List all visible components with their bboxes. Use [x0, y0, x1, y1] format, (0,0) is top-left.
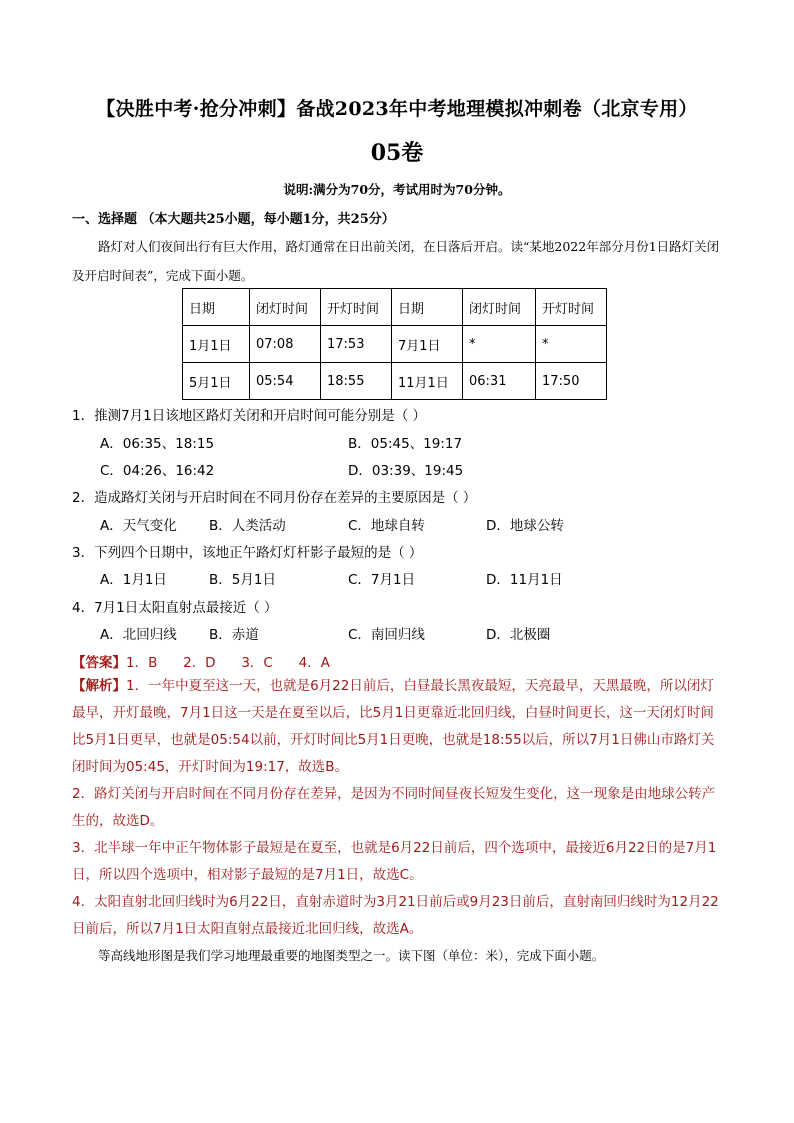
answer-option[interactable]: B．5月1日: [209, 572, 276, 588]
table-cell: *: [463, 326, 536, 363]
question-stem: 1．推测7月1日该地区路灯关闭和开启时间可能分别是（ ）: [72, 408, 427, 424]
answer-option[interactable]: C．04:26、16:42: [100, 463, 215, 479]
answer-tag: 【答案】: [72, 655, 126, 671]
table-cell: 1月1日: [183, 326, 250, 363]
analysis-text: 1．一年中夏至这一天，也就是6月22日前后，白昼最长黑夜最短，天亮最早，天黑最晚，所以闭灯最早，开灯最晚，7月1日这一天是在夏至以后，比5月1日更靠近北回归线，白昼时间更长，这一天闭灯时间比5月1日更早，也就是05:54以前，开灯时间比5月1日更晚，也就是18:55以后，所以7月1日佛山市路灯关闭时间为05:45，开灯时间为19:17，故选B。: [72, 678, 715, 775]
question-stem: 3．下列四个日期中，该地正午路灯灯杆影子最短的是（ ）: [72, 545, 423, 561]
table-cell: 17:50: [536, 363, 607, 400]
answer-option[interactable]: C．地球自转: [348, 518, 425, 534]
streetlight-time-table: [182, 288, 607, 400]
answer-option[interactable]: A．天气变化: [100, 518, 177, 534]
analysis-paragraph-3: 3．北半球一年中正午物体影子最短是在夏至，也就是6月22日前后，四个选项中，最接近6月22日的是7月1日，所以四个选项中，相对影子最短的是7月1日，故选C。: [72, 840, 717, 883]
table-cell: 17:53: [321, 326, 392, 363]
table-cell: 06:31: [463, 363, 536, 400]
exam-note: 说明:满分为70分，考试用时为70分钟。: [283, 182, 511, 197]
answer-option[interactable]: D．11月1日: [486, 572, 563, 588]
section-heading: 一、选择题 （本大题共25小题，每小题1分，共25分）: [72, 212, 395, 227]
answer-option[interactable]: C．7月1日: [348, 572, 416, 588]
answer-option[interactable]: B．赤道: [209, 627, 259, 643]
analysis-paragraph-4: 4．太阳直射北回归线时为6月22日，直射赤道时为3月21日前后或9月23日前后，直射南回归线时为12月22日前后，所以7月1日太阳直射点最接近北回归线，故选A。: [72, 894, 719, 937]
table-cell: 7月1日: [392, 326, 463, 363]
table-row: [183, 326, 607, 363]
analysis-paragraph-2: 2．路灯关闭与开启时间在不同月份存在差异，是因为不同时间昼夜长短发生变化，这一现象是由地球公转产生的，故选D。: [72, 786, 716, 829]
question-intro: 路灯对人们夜间出行有巨大作用，路灯通常在日出前关闭，在日落后开启。读“某地2022年部分月份1日路灯关闭及开启时间表”，完成下面小题。: [72, 239, 720, 283]
analysis-tag: 【解析】: [72, 678, 126, 694]
answer-option[interactable]: B．人类活动: [209, 518, 286, 534]
table-cell: *: [536, 326, 607, 363]
table-row: [183, 363, 607, 400]
table-header-cell: 开灯时间: [321, 289, 392, 326]
table-header-cell: 日期: [392, 289, 463, 326]
answer-option[interactable]: A．北回归线: [100, 627, 177, 643]
page-title: 【决胜中考·抢分冲刺】备战2023年中考地理模拟冲刺卷（北京专用）: [96, 98, 698, 120]
question-stem: 2．造成路灯关闭与开启时间在不同月份存在差异的主要原因是（ ）: [72, 490, 477, 506]
answer-option[interactable]: D．北极圈: [486, 627, 551, 643]
table-cell: 05:54: [250, 363, 321, 400]
table-header-cell: 闭灯时间: [250, 289, 321, 326]
table-header-row: [183, 289, 607, 326]
answer-option[interactable]: A．1月1日: [100, 572, 167, 588]
answer-option[interactable]: A．06:35、18:15: [100, 436, 215, 452]
next-question-intro: 等高线地形图是我们学习地理最重要的地图类型之一。读下图（单位：米），完成下面小题。: [98, 948, 605, 963]
table-cell: 18:55: [321, 363, 392, 400]
analysis-paragraph-1: [72, 673, 724, 781]
question-stem: 4．7月1日太阳直射点最接近（ ）: [72, 600, 278, 616]
answer-option[interactable]: D．地球公转: [486, 518, 564, 534]
paper-number: 05卷: [370, 140, 424, 166]
table-header-cell: 开灯时间: [536, 289, 607, 326]
table-cell: 5月1日: [183, 363, 250, 400]
table-cell: 11月1日: [392, 363, 463, 400]
table-header-cell: 闭灯时间: [463, 289, 536, 326]
answer-option[interactable]: B．05:45、19:17: [348, 436, 463, 452]
answer-option[interactable]: C．南回归线: [348, 627, 425, 643]
answer-option[interactable]: D．03:39、19:45: [348, 463, 464, 479]
answer-key: [72, 651, 330, 671]
table-header-cell: 日期: [183, 289, 250, 326]
table-cell: 07:08: [250, 326, 321, 363]
answer-text: 1．B 2．D 3．C 4．A: [126, 655, 330, 671]
